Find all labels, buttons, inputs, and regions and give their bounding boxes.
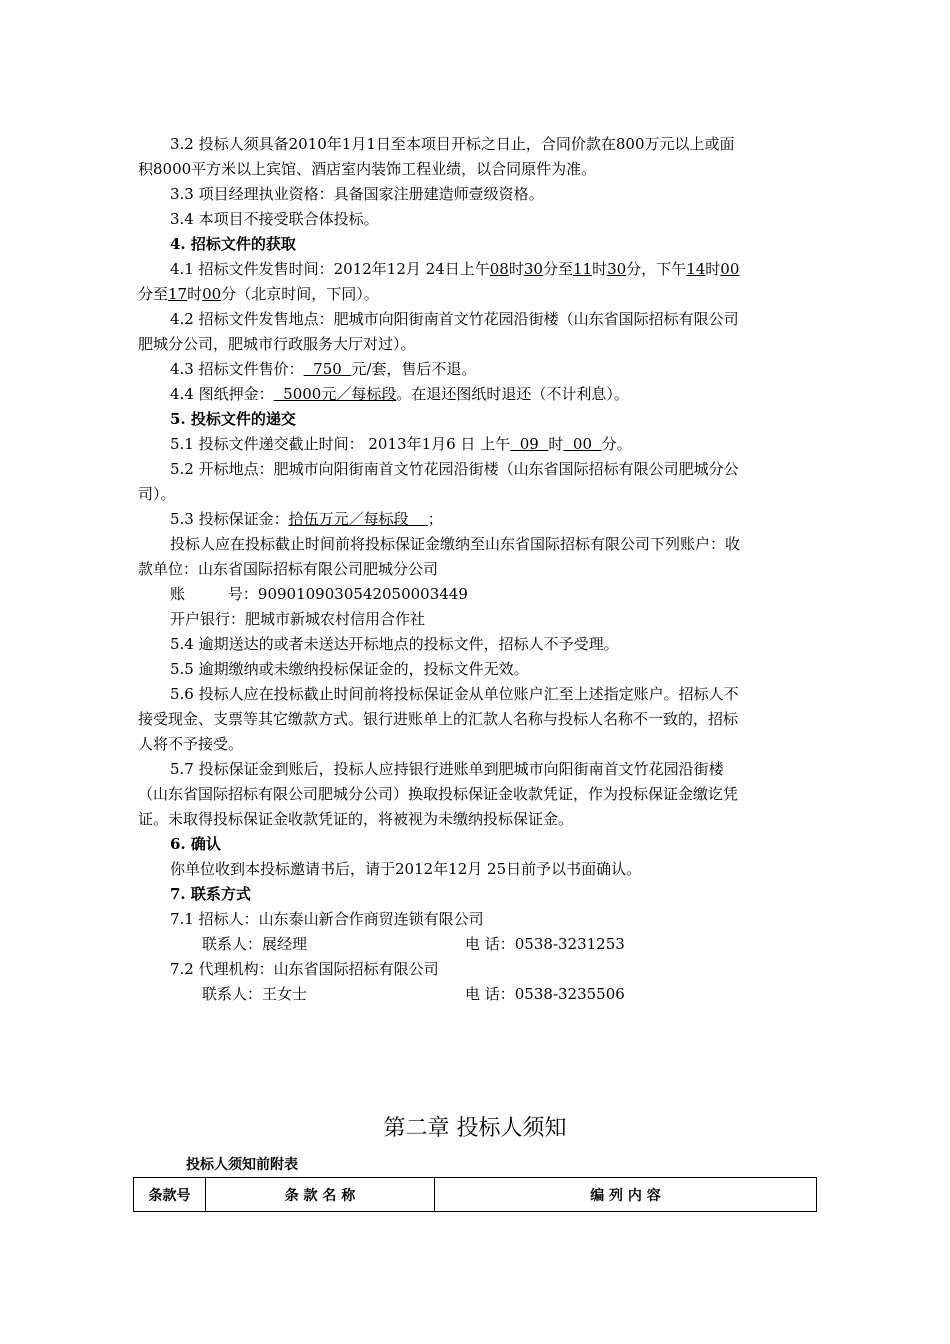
time-text: 时 <box>508 260 524 278</box>
heading-5: 5. 投标文件的递交 <box>170 410 296 428</box>
heading-4: 4. 招标文件的获取 <box>170 235 296 253</box>
time-value: 00 <box>202 285 222 303</box>
clause-4-2-line1: 4.2 招标文件发售地点：肥城市向阳街南首文竹花园沿街楼（山东省国际招标有限公司 <box>170 310 739 328</box>
contact-line-1 <box>138 932 810 957</box>
header-content: 编 列 内 容 <box>435 1178 817 1212</box>
clause-4-3-prefix: 4.3 招标文件售价： <box>170 360 304 378</box>
clause-5-2-line2: 司）。 <box>138 485 176 503</box>
clause-4-1-line2 <box>138 282 810 307</box>
clause-7-2: 7.2 代理机构：山东省国际招标有限公司 <box>170 960 439 978</box>
heading-6: 6. 确认 <box>170 835 221 853</box>
contact-name: 联系人：展经理 <box>202 935 308 953</box>
clause-3-3: 3.3 项目经理执业资格：具备国家注册建造师壹级资格。 <box>170 185 544 203</box>
clause-5-7-line1: 5.7 投标保证金到账后，投标人应持银行进账单到肥城市向阳街南首文竹花园沿街楼 <box>170 760 724 778</box>
account-number: 9090109030542050003449 <box>257 585 468 603</box>
contact-phone: 电 话：0538-3231253 <box>465 935 625 953</box>
time-text: 分至 <box>138 285 169 303</box>
bid-bond-amount: 拾伍万元／每标段 <box>288 510 428 528</box>
clause-5-5: 5.5 逾期缴纳或未缴纳投标保证金的，投标文件无效。 <box>170 660 529 678</box>
payment-line1: 投标人应在投标截止时间前将投标保证金缴纳至山东省国际招标有限公司下列账户：收 <box>170 535 741 553</box>
deadline-hour: 09 <box>510 435 549 453</box>
clause-4-4-suffix: 。在退还图纸时退还（不计利息）。 <box>396 385 629 403</box>
time-text: 分，下午 <box>626 260 687 278</box>
bank-line: 开户银行：肥城市新城农村信用合作社 <box>170 610 426 628</box>
time-value: 17 <box>168 285 188 303</box>
time-text: 分。 <box>601 435 632 453</box>
chapter-title: 第二章 投标人须知 <box>383 1116 567 1141</box>
clause-5-7-line2: （山东省国际招标有限公司肥城分公司）换取投标保证金收款凭证，作为投标保证金缴讫凭 <box>138 785 739 803</box>
account-line <box>138 582 810 607</box>
clause-3-2-line2: 积8000平方米以上宾馆、酒店室内装饰工程业绩，以合同原件为准。 <box>138 160 597 178</box>
time-value: 30 <box>607 260 627 278</box>
table-header-row <box>134 1178 817 1212</box>
clause-5-6-line2: 接受现金、支票等其它缴款方式。银行进账单上的汇款人名称与投标人名称不一致的，招标 <box>138 710 739 728</box>
contact-line-2 <box>138 982 810 1007</box>
clause-4-3-suffix: 元/套，售后不退。 <box>351 360 477 378</box>
time-text: 分（北京时间，下同）。 <box>221 285 379 303</box>
clause-5-7-line3: 证。未取得投标保证金收款凭证的，将被视为未缴纳投标保证金。 <box>138 810 574 828</box>
clause-4-2-line2: 肥城分公司，肥城市行政服务大厅对过）。 <box>138 335 416 353</box>
clause-5-2-line1: 5.2 开标地点：肥城市向阳街南首文竹花园沿街楼（山东省国际招标有限公司肥城分公 <box>170 460 739 478</box>
account-label: 账 号： <box>170 585 258 603</box>
contact-phone: 电 话：0538-3235506 <box>465 985 625 1003</box>
clause-5-1 <box>138 432 810 457</box>
header-clause-name: 条 款 名 称 <box>206 1178 435 1212</box>
time-value: 30 <box>523 260 543 278</box>
time-text: 时 <box>592 260 608 278</box>
document-price: 750 <box>303 360 352 378</box>
clause-5-3 <box>138 507 810 532</box>
time-text: 时 <box>187 285 203 303</box>
clause-4-3 <box>138 357 810 382</box>
table-title: 投标人须知前附表 <box>186 1157 298 1173</box>
contact-name: 联系人：王女士 <box>202 985 308 1003</box>
clause-5-1-prefix: 5.1 投标文件递交截止时间： 2013年1月6 日 上午 <box>170 435 511 453</box>
clause-5-4: 5.4 逾期送达的或者未送达开标地点的投标文件，招标人不予受理。 <box>170 635 619 653</box>
clause-4-1-line1 <box>138 257 810 282</box>
drawing-deposit: 5000元／每标段 <box>273 385 397 403</box>
clause-7-1: 7.1 招标人：山东泰山新合作商贸连锁有限公司 <box>170 910 484 928</box>
time-text: 时 <box>705 260 721 278</box>
clause-4-4 <box>138 382 810 407</box>
deadline-minute: 00 <box>563 435 602 453</box>
clause-4-1-prefix: 4.1 招标文件发售时间：2012年12月 24日上午 <box>170 260 490 278</box>
clause-5-6-line3: 人将不予接受。 <box>138 735 244 753</box>
time-value: 08 <box>489 260 509 278</box>
clause-3-4: 3.4 本项目不接受联合体投标。 <box>170 210 379 228</box>
heading-7: 7. 联系方式 <box>170 885 251 903</box>
time-text: 时 <box>548 435 564 453</box>
time-value: 14 <box>686 260 706 278</box>
clause-3-2-line1: 3.2 投标人须具备2010年1月1日至本项目开标之日止，合同价款在800万元以上或面 <box>170 135 735 153</box>
confirmation-text: 你单位收到本投标邀请书后，请于2012年12月 25日前予以书面确认。 <box>170 860 642 878</box>
clause-4-4-prefix: 4.4 图纸押金： <box>170 385 274 403</box>
time-text: 分至 <box>542 260 573 278</box>
front-table <box>133 1177 817 1212</box>
clause-5-3-prefix: 5.3 投标保证金： <box>170 510 289 528</box>
header-clause-no: 条款号 <box>134 1178 206 1212</box>
clause-5-6-line1: 5.6 投标人应在投标截止时间前将投标保证金从单位账户汇至上述指定账户。招标人不 <box>170 685 739 703</box>
clause-5-3-suffix: ； <box>427 510 443 528</box>
time-value: 11 <box>572 260 593 278</box>
time-value: 00 <box>720 260 740 278</box>
payment-line2: 款单位：山东省国际招标有限公司肥城分公司 <box>138 560 439 578</box>
